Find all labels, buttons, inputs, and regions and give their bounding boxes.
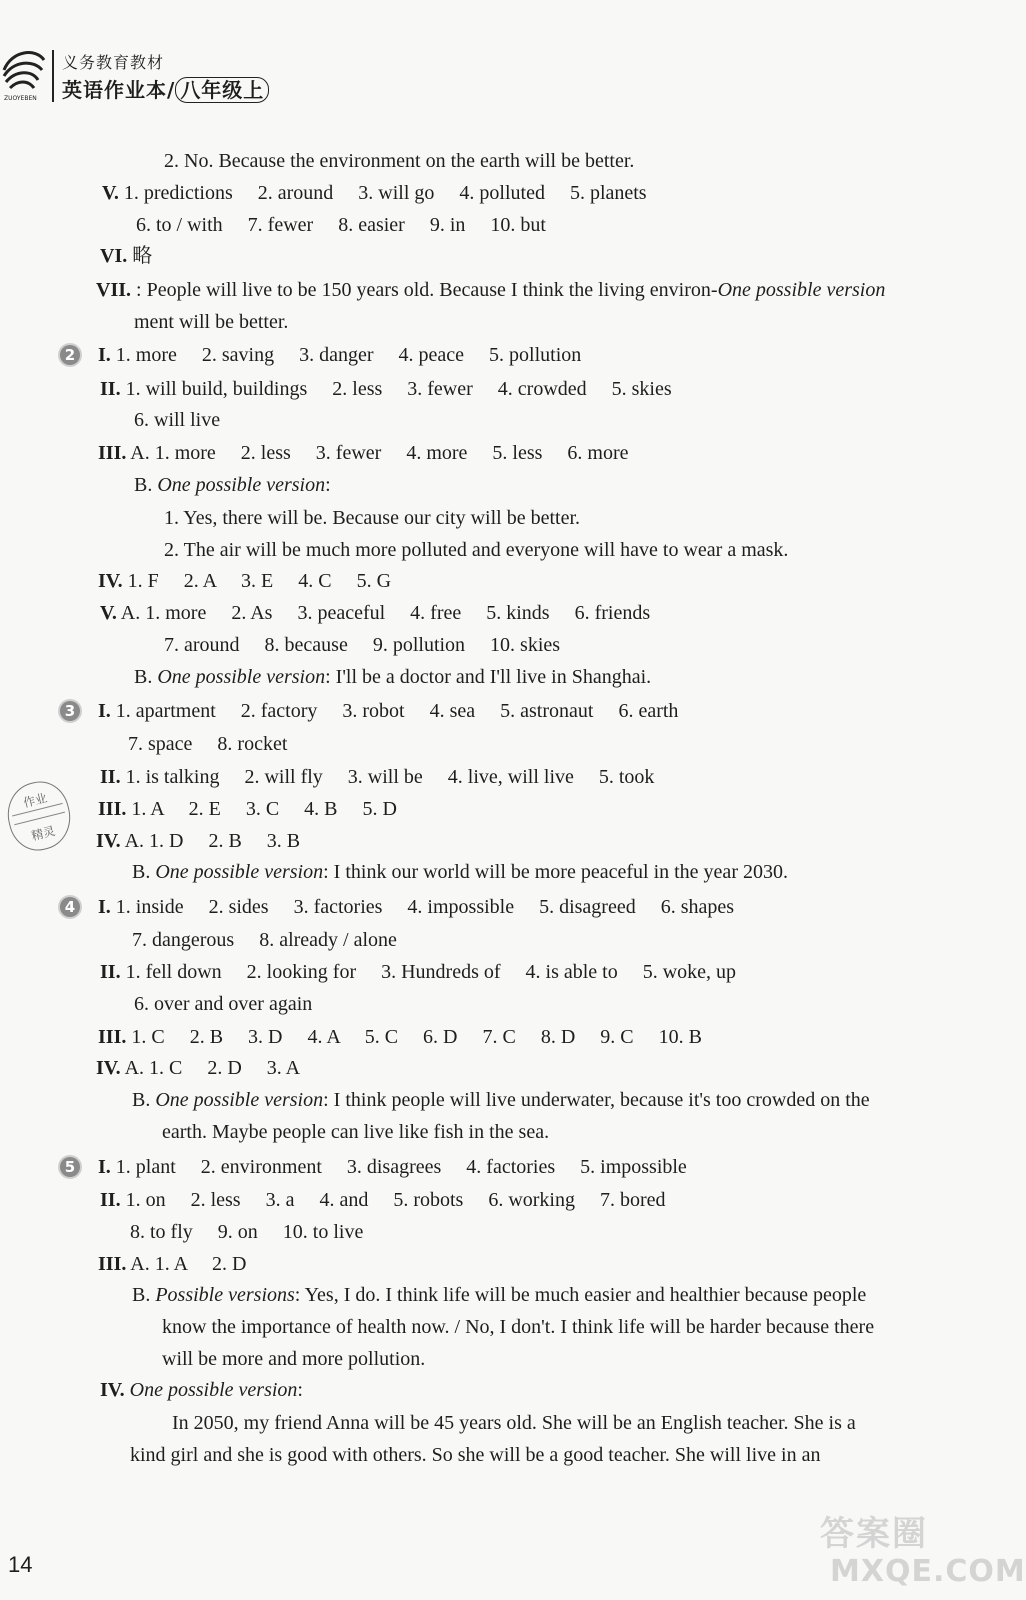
answer-text-tail: : [325,474,331,496]
book-title-prefix: 英语作业本 [62,78,167,102]
section-numeral: III. [98,798,127,820]
section-numeral: IV. [96,830,121,852]
section-numeral: V. [102,182,119,204]
answer-text: 1. will build, buildings 2. less 3. fewer 4. crowded 5. skies [125,378,672,400]
answer-text: 7. space 8. rocket [128,733,288,755]
answer-text: A. 1. D 2. B 3. B [124,830,301,852]
watermark-url: MXQE.COM [830,1554,1026,1589]
stamp-text-bottom: 精灵 [30,823,57,844]
answer-text: 1. predictions 2. around 3. will go 4. polluted 5. planets [123,182,647,204]
section-numeral: I. [98,344,111,366]
answer-text: B. [132,1089,156,1111]
answer-text: 1. F 2. A 3. E 4. C 5. G [127,570,392,592]
answer-line [134,664,651,690]
answer-text: 7. around 8. because 9. pollution 10. skies [164,634,561,656]
watermark-text: 答案圈 [820,1514,928,1554]
answer-text: 2. The air will be much more polluted and everyone will have to wear a mask. [164,539,789,561]
answer-text: A. 1. A 2. D [130,1253,247,1275]
version-label: One possible version [155,861,324,883]
answer-text: 7. dangerous 8. already / alone [132,929,397,951]
answer-line [100,1377,303,1403]
answer-line [100,764,654,790]
watermark [820,1506,1026,1592]
answer-text: B. [134,474,158,496]
answer-line [134,309,288,335]
answer-line [164,505,580,531]
version-label: One possible version [157,666,326,688]
section-numeral: III. [98,1026,127,1048]
unit-number-badge: 2 [60,345,80,365]
answer-text: In 2050, my friend Anna will be 45 years old. She will be an English teacher. She is a [172,1412,856,1434]
answer-text: 6. will live [134,409,221,431]
answer-text: kind girl and she is good with others. So she will be a good teacher. She will live in an [130,1444,821,1466]
answer-text: 1. C 2. B 3. D 4. A 5. C 6. D 7. C 8. D 9. C 10. B [131,1026,702,1048]
answer-text: 6. to / with 7. fewer 8. easier 9. in 10. but [136,214,546,236]
answer-text-tail: : I think our world will be more peaceful in the year 2030. [323,861,788,883]
answer-text: 2. No. Because the environment on the earth will be better. [164,150,635,172]
answer-line [100,600,650,626]
answer-line [98,698,678,724]
answer-line [98,342,581,368]
section-numeral: II. [100,961,121,983]
section-numeral: II. [100,1189,121,1211]
version-label: One possible version [155,1089,324,1111]
answer-line [98,1154,687,1180]
stamp-text-top: 作业 [21,790,49,811]
answer-line [162,1314,874,1340]
answer-line [102,180,647,206]
answer-line [132,1087,870,1113]
version-label: One possible version [129,1379,298,1401]
answer-text-tail: : I think people will live underwater, because it's too crowded on the [323,1089,870,1111]
answer-line [100,243,152,269]
section-numeral: I. [98,896,111,918]
answer-text: B. [132,861,156,883]
answer-text: 1. inside 2. sides 3. factories 4. impossible 5. disagreed 6. shapes [115,896,735,918]
answer-line [132,1282,866,1308]
answer-line [162,1346,425,1372]
answer-line [98,796,397,822]
answer-text-tail: : [297,1379,303,1401]
answer-text: 1. more 2. saving 3. danger 4. peace 5. pollution [115,344,582,366]
answer-text: earth. Maybe people can live like fish in the sea. [162,1121,550,1143]
answer-text: 1. on 2. less 3. a 4. and 5. robots 6. working 7. bored [125,1189,666,1211]
answer-line [100,959,736,985]
answer-line [98,568,391,594]
answer-text: A. 1. C 2. D 3. A [124,1057,301,1079]
section-numeral: VII. [96,279,132,301]
answer-text: : People will live to be 150 years old. Because I think the living environ- [136,279,718,301]
answer-line [172,1410,856,1436]
answer-text: know the importance of health now. / No, I don't. I think life will be harder because there [162,1316,875,1338]
answer-text: 6. over and over again [134,993,313,1015]
answer-text: 1. fell down 2. looking for 3. Hundreds of 4. is able to 5. woke, up [125,961,737,983]
answer-line [136,212,546,238]
section-numeral: III. [98,1253,127,1275]
answer-text: will be more and more pollution. [162,1348,426,1370]
answer-line [128,731,287,757]
answer-text: B. [134,666,158,688]
section-numeral: II. [100,766,121,788]
unit-number-badge: 3 [60,701,80,721]
answer-line [164,148,634,174]
unit-number-badge: 4 [60,897,80,917]
section-numeral: II. [100,378,121,400]
answer-text: 1. apartment 2. factory 3. robot 4. sea 5. astronaut 6. earth [115,700,679,722]
section-numeral: IV. [100,1379,125,1401]
version-label: Possible versions [155,1284,295,1306]
answer-text: ment will be better. [134,311,289,333]
answer-line [98,894,734,920]
answer-text: 1. A 2. E 3. C 4. B 5. D [131,798,397,820]
answer-text-tail: : Yes, I do. I think life will be much easier and healthier because people [294,1284,867,1306]
answer-text: 1. plant 2. environment 3. disagrees 4. factories 5. impossible [115,1156,687,1178]
answer-line [96,828,300,854]
answer-line [132,927,397,953]
section-numeral: VI. [100,245,128,267]
section-numeral: I. [98,1156,111,1178]
answer-line [100,1187,666,1213]
answer-line [130,1219,363,1245]
answer-text: A. 1. more 2. As 3. peaceful 4. free 5. kinds 6. friends [120,602,651,624]
answer-line [98,440,629,466]
answer-line [96,1055,300,1081]
section-numeral: I. [98,700,111,722]
answer-line [164,537,788,563]
answer-text-tail: : I'll be a doctor and I'll live in Shanghai. [325,666,652,688]
section-numeral: IV. [98,570,123,592]
answer-text: B. [132,1284,156,1306]
answer-text: A. 1. more 2. less 3. fewer 4. more 5. less 6. more [130,442,629,464]
answer-line [98,1024,702,1050]
answer-text: 8. to fly 9. on 10. to live [130,1221,364,1243]
version-label: One possible version [717,279,886,301]
book-title-slash: / [167,78,176,102]
unit-number-badge: 5 [60,1157,80,1177]
answer-line [134,991,312,1017]
answer-line [164,632,560,658]
section-numeral: III. [98,442,127,464]
answer-line [98,1251,246,1277]
answer-line [96,277,885,303]
section-numeral: V. [100,602,117,624]
answer-line [130,1442,820,1468]
answer-line [162,1119,549,1145]
section-numeral: IV. [96,1057,121,1079]
version-label: One possible version [157,474,326,496]
answer-line [132,859,788,885]
svg-text:ZUOYEBEN: ZUOYEBEN [4,95,37,102]
grade-label: 八年级上 [175,77,269,103]
page-number: 14 [8,1552,33,1577]
answer-line [134,472,331,498]
answer-line [100,376,672,402]
answer-text: 略 [132,245,153,267]
answer-text: 1. is talking 2. will fly 3. will be 4. live, will live 5. took [125,766,655,788]
answer-line [134,407,220,433]
answer-text: 1. Yes, there will be. Because our city will be better. [164,507,581,529]
series-title: 义务教育教材 [62,53,165,72]
